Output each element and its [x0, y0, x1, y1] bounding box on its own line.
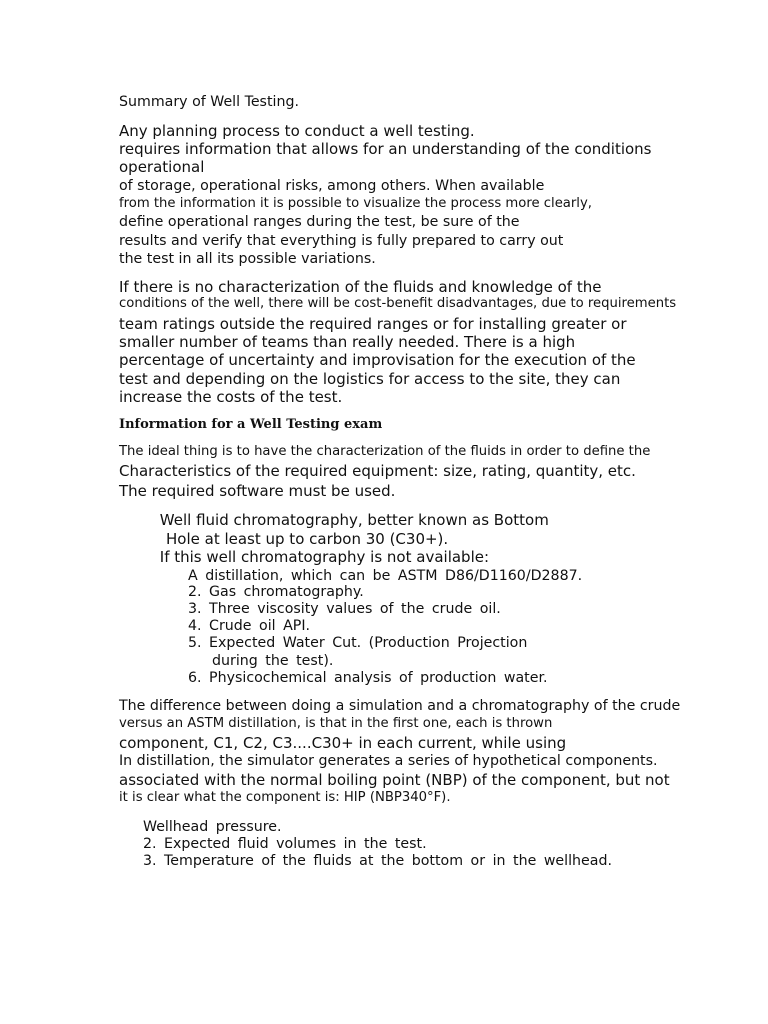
sublist-continuation: during the test). [212, 653, 334, 669]
sublist-item: 2. Gas chromatography. [188, 584, 364, 600]
sublist-item: A distillation, which can be ASTM D86/D1160/D2887. [188, 568, 583, 584]
paragraph-line: Characteristics of the required equipment: size, rating, quantity, etc. [119, 462, 636, 480]
paragraph-line: Any planning process to conduct a well testing. [119, 122, 475, 140]
paragraph-line: In distillation, the simulator generates a series of hypothetical components. [119, 753, 658, 769]
paragraph-line: of storage, operational risks, among others. When available [119, 178, 545, 194]
bullet-text: If this well chromatography is not available: [159, 548, 490, 566]
bullet-continuation: Hole at least up to carbon 30 (C30+). [166, 530, 449, 548]
paragraph-line: If there is no characterization of the fluids and knowledge of the [119, 278, 602, 296]
paragraph-line: component, C1, C2, C3....C30+ in each current, while using [119, 734, 567, 752]
paragraph-line: increase the costs of the test. [119, 388, 343, 406]
document-title: Summary of Well Testing. [119, 94, 299, 110]
paragraph-line: versus an ASTM distillation, is that in the first one, each is thrown [119, 716, 553, 731]
paragraph-line: conditions of the well, there will be cost-benefit disadvantages, due to requirements [119, 296, 677, 311]
paragraph-line: The ideal thing is to have the characterization of the fluids in order to define the [119, 444, 651, 459]
paragraph-line: associated with the normal boiling point (NBP) of the component, but not [119, 771, 670, 789]
paragraph-line: The required software must be used. [119, 482, 396, 500]
paragraph-line: operational [119, 158, 205, 176]
sublist-item: 4. Crude oil API. [188, 618, 311, 634]
section-heading: Information for a Well Testing exam [119, 417, 383, 432]
bullet-item [143, 513, 549, 528]
list-item: Wellhead pressure. [143, 819, 282, 835]
paragraph-line: team ratings outside the required ranges or for installing greater or [119, 315, 627, 333]
bullet-item [143, 550, 489, 565]
list-item: 2. Expected fluid volumes in the test. [143, 836, 427, 852]
bullet-text: Well fluid chromatography, better known as Bottom [159, 511, 549, 529]
list-item: 3. Temperature of the fluids at the bottom or in the wellhead. [143, 853, 612, 869]
sublist-item: 3. Three viscosity values of the crude oil. [188, 601, 501, 617]
paragraph-line: results and verify that everything is fully prepared to carry out [119, 233, 564, 249]
paragraph-line: from the information it is possible to visualize the process more clearly, [119, 196, 592, 211]
paragraph-line: percentage of uncertainty and improvisation for the execution of the [119, 351, 636, 369]
sublist-item: 5. Expected Water Cut. (Production Projection [188, 635, 528, 651]
paragraph-line: define operational ranges during the test, be sure of the [119, 214, 520, 230]
sublist-item: 6. Physicochemical analysis of production water. [188, 670, 548, 686]
paragraph-line: test and depending on the logistics for access to the site, they can [119, 370, 621, 388]
paragraph-line: it is clear what the component is: HIP (NBP340°F). [119, 790, 451, 805]
paragraph-line: smaller number of teams than really needed. There is a high [119, 333, 576, 351]
paragraph-line: the test in all its possible variations. [119, 251, 376, 267]
paragraph-line: The difference between doing a simulation and a chromatography of the crude [119, 698, 681, 714]
paragraph-line: requires information that allows for an understanding of the conditions [119, 140, 652, 158]
